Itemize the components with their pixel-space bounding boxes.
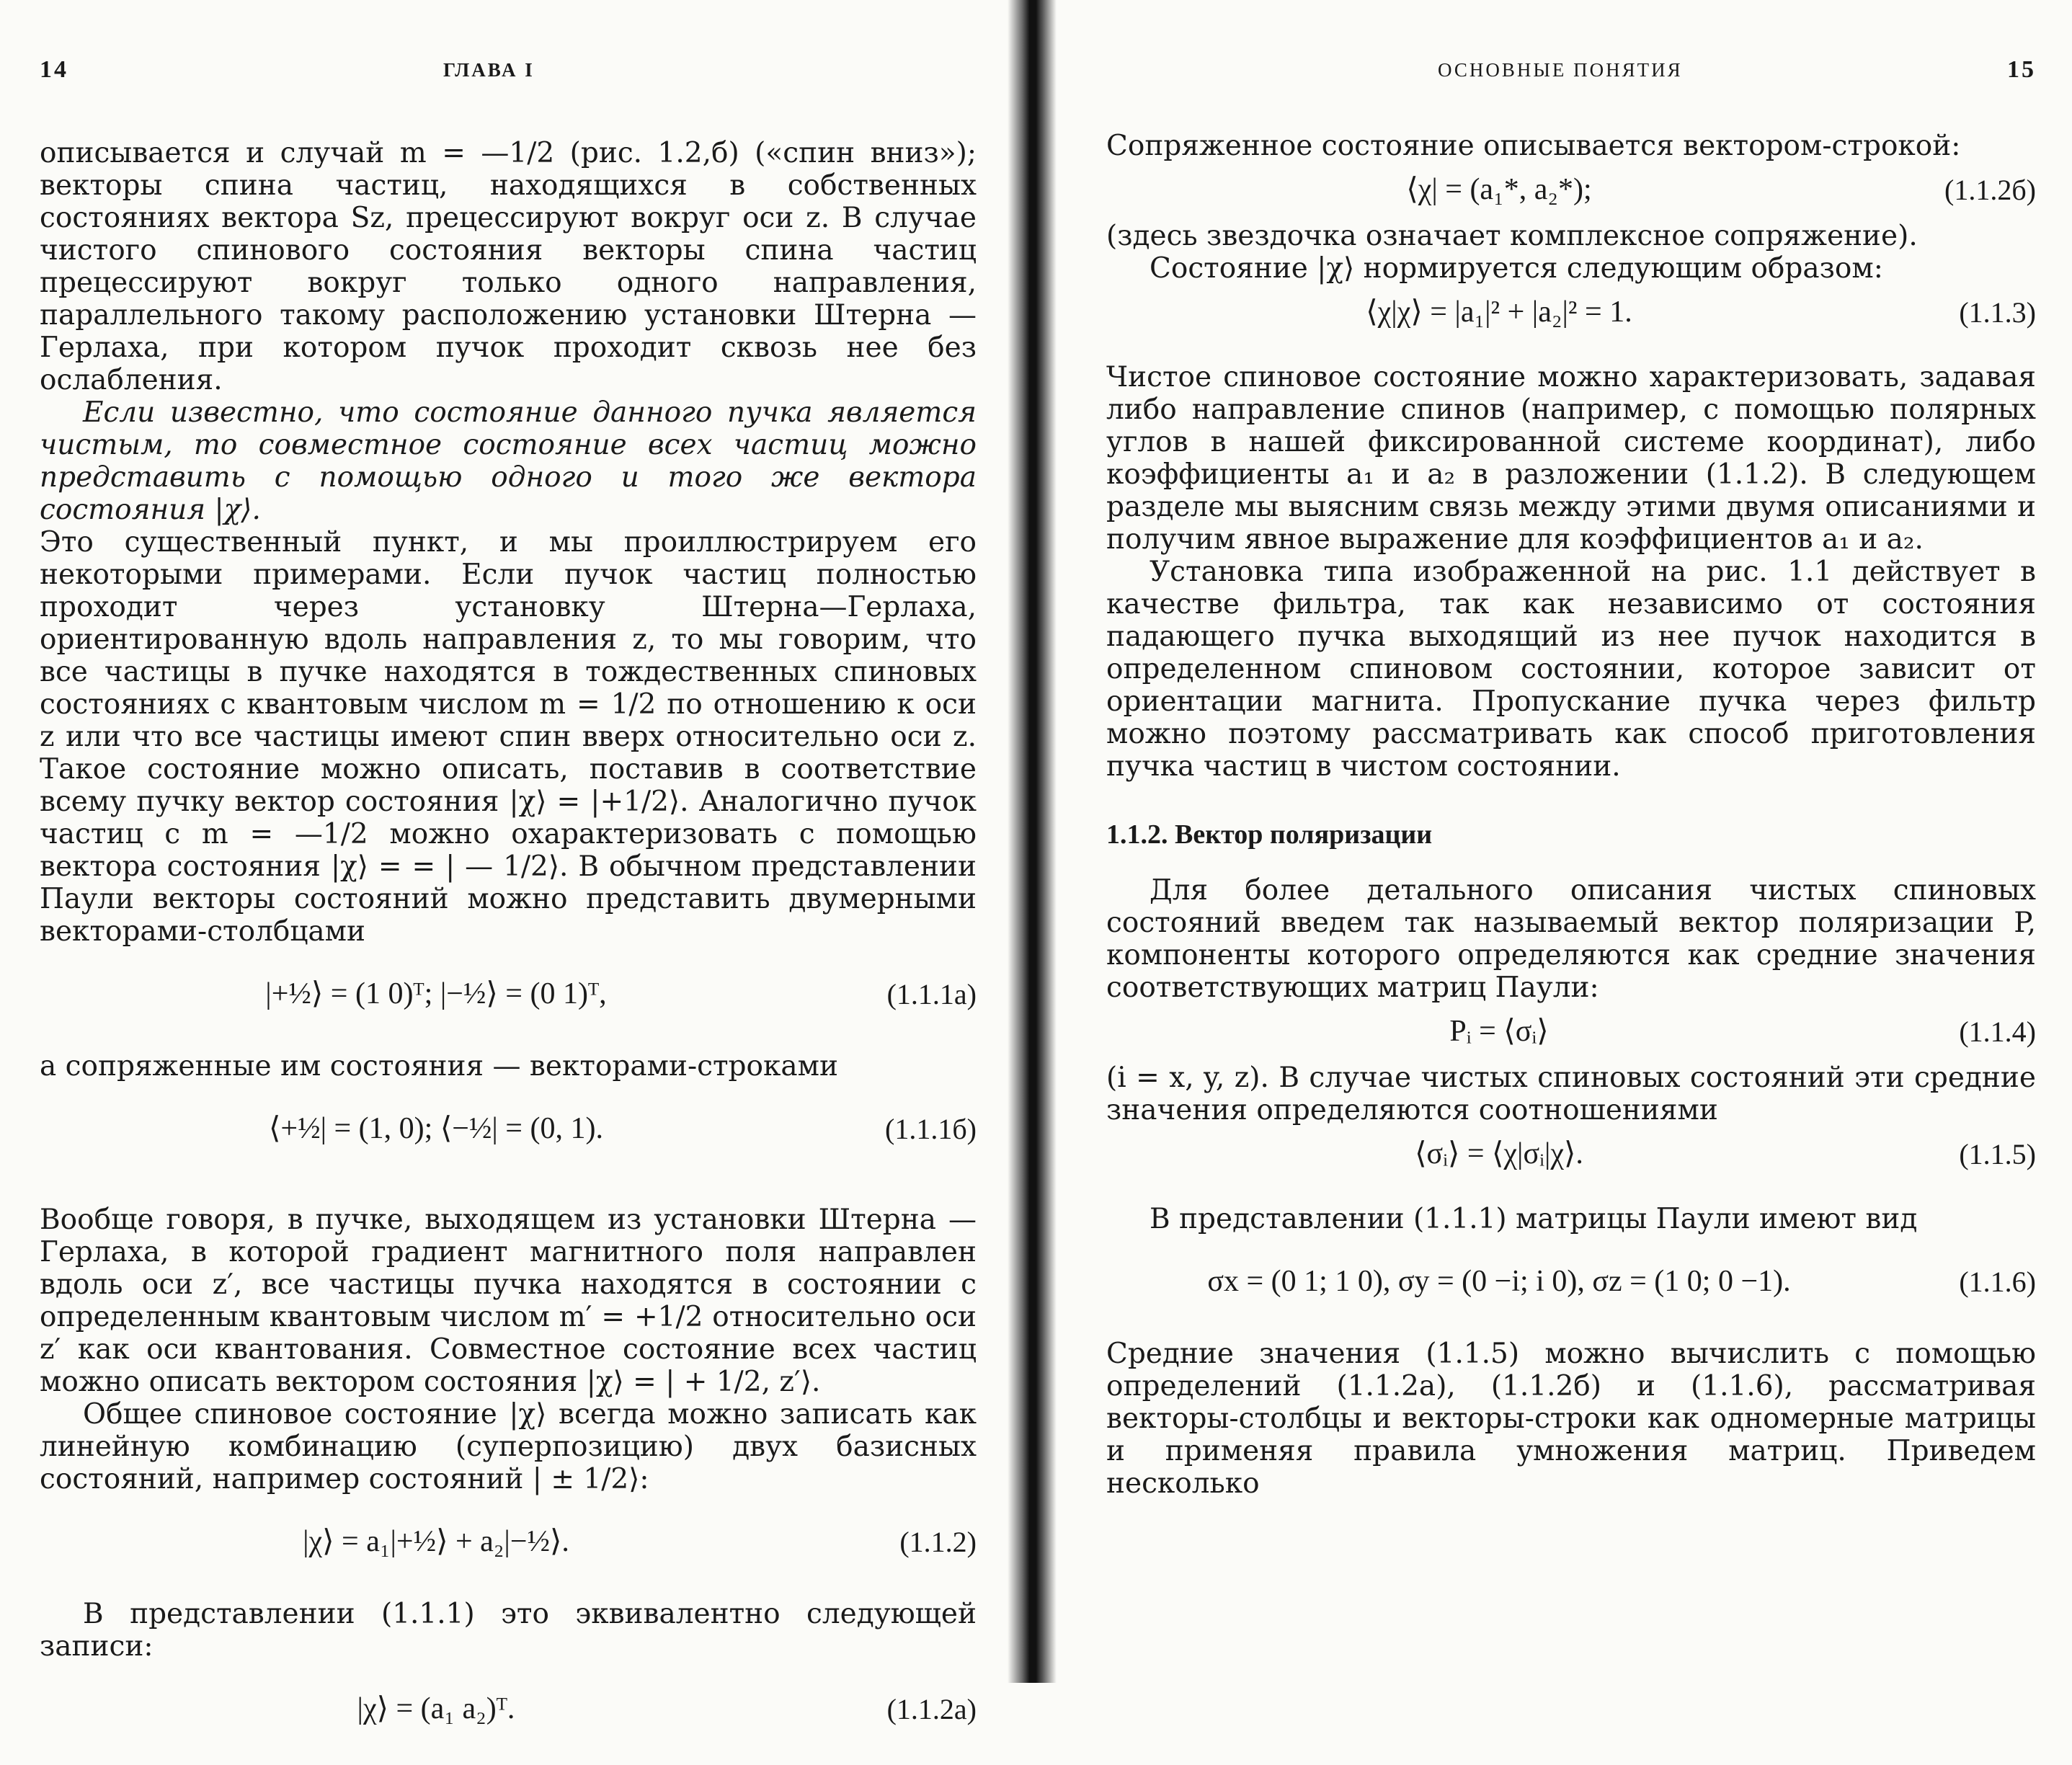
- paragraph: Вообще говоря, в пучке, выходящем из установки Штерна — Герлаха, в которой градиент магнитного поля направлен вдоль оси z′, все частицы пучка находятся в состоянии с определенным квантовым числом m′ = +1/2 относительно оси z′ как оси квантования. Совместное состояние всех частиц можно описать вектором состояния |χ⟩ = | + 1/2, z′⟩.: [40, 1204, 977, 1398]
- page-number: 15: [2007, 56, 2036, 83]
- equation: [1106, 293, 2036, 334]
- equation-formula: ⟨χ|χ⟩ = |a₁|² + |a₂|² = 1.: [1366, 295, 1632, 329]
- right-page: [1106, 0, 2036, 1683]
- page-number: 14: [40, 56, 68, 83]
- paragraph: В представлении (1.1.1) матрицы Паули имеют вид: [1150, 1203, 1918, 1235]
- paragraph: Для более детального описания чистых спиновых состояний введем так называемый вектор поляризации P, компоненты которого определяются как средние значения соответствующих матриц Паули:: [1106, 874, 2036, 1004]
- equation: [40, 1674, 977, 1753]
- equation-formula: ⟨χ| = (a₁*, a₂*);: [1406, 173, 1592, 206]
- equation-number: (1.1.1б): [885, 1113, 977, 1145]
- equation-formula: σx = (0 1; 1 0), σy = (0 −i; i 0), σz = (1 0; 0 −1).: [1207, 1265, 1791, 1298]
- equation: [1106, 1247, 2036, 1326]
- equation-formula: ⟨+½| = (1, 0); ⟨−½| = (0, 1).: [269, 1112, 603, 1145]
- equation-formula: |χ⟩ = a₁|+½⟩ + a₂|−½⟩.: [303, 1525, 569, 1558]
- right-page-header: [1106, 56, 2036, 92]
- section-title: 1.1.2. Вектор поляризации: [1106, 819, 1433, 850]
- book-gutter: [1008, 0, 1057, 1683]
- left-page-body: [40, 137, 977, 1765]
- paragraph: описывается и случай m = —1/2 (рис. 1.2,б) («спин вниз»); векторы спина частиц, находящихся в собственных состояниях вектора Sz, прецессируют вокруг оси z. В случае чистого спинового состояния векторы спина частиц прецессируют вокруг только одного направления, параллельного такому расположению установки Штерна — Герлаха, при котором пучок проходит сквозь нее без ослабления.: [40, 137, 977, 396]
- paragraph: В представлении (1.1.1) это эквивалентно следующей записи:: [40, 1598, 977, 1663]
- equation-number: (1.1.5): [1959, 1138, 2036, 1170]
- equation: [40, 1094, 977, 1173]
- left-page-header: [40, 56, 977, 92]
- equation-formula: |χ⟩ = (a₁ a₂)ᵀ.: [357, 1692, 515, 1725]
- paragraph: а сопряженные им состояния — векторами-строками: [40, 1050, 838, 1082]
- equation-number: (1.1.6): [1959, 1266, 2036, 1298]
- paragraph: Средние значения (1.1.5) можно вычислить с помощью определений (1.1.2a), (1.1.2б) и (1.1.6), рассматривая векторы-столбцы и векторы-строки как одномерные матрицы и применяя правила умножения матриц. Приведем несколько: [1106, 1338, 2036, 1500]
- paragraph: Это существенный пункт, и мы проиллюстрируем его некоторыми примерами. Если пучок частиц полностью проходит через установку Штерна—Герлаха, ориентированную вдоль направления z, то мы говорим, что все частицы в пучке находятся в тождественных спиновых состояниях с квантовым числом m = 1/2 по отношению к оси z или что все частицы имеют спин вверх относительно оси z. Такое состояние можно описать, поставив в соответствие всему пучку вектор состояния |χ⟩ = |+1/2⟩. Аналогично пучок частиц с m = —1/2 можно охарактеризовать с помощью вектора состояния |χ⟩ = = | — 1/2⟩. В обычном представлении Паули векторы состояний можно представить двумерными векторами-столбцами: [40, 526, 977, 948]
- equation-number: (1.1.2a): [886, 1693, 977, 1725]
- equation-formula: ⟨σᵢ⟩ = ⟨χ|σᵢ|χ⟩.: [1415, 1137, 1583, 1170]
- left-page: [40, 0, 977, 1725]
- equation: [1106, 1135, 2036, 1175]
- paragraph-italic: Если известно, что состояние данного пучка является чистым, то совместное состояние всех частиц можно представить с помощью одного и того же вектора состояния |χ⟩.: [40, 396, 977, 526]
- paragraph: (i = x, y, z). В случае чистых спиновых состояний эти средние значения определяются соотношениями: [1106, 1062, 2036, 1126]
- running-head: ОСНОВНЫЕ ПОНЯТИЯ: [1438, 59, 1683, 81]
- running-head: ГЛАВА I: [443, 59, 535, 81]
- equation-number: (1.1.4): [1959, 1015, 2036, 1048]
- paragraph: Сопряженное состояние описывается вектором-строкой:: [1106, 130, 1961, 162]
- equation-formula: |+½⟩ = (1 0)ᵀ; |−½⟩ = (0 1)ᵀ,: [265, 977, 607, 1010]
- equation: [1106, 171, 2036, 211]
- equation: [40, 1507, 977, 1586]
- right-page-body: [1106, 130, 2036, 1500]
- paragraph: Чистое спиновое состояние можно характеризовать, задавая либо направление спинов (например, с помощью полярных углов в нашей фиксированной системе координат), либо коэффициенты a₁ и a₂ в разложении (1.1.2). В следующем разделе мы выясним связь между этими двумя описаниями и получим явное выражение для коэффициентов a₁ и a₂.: [1106, 361, 2036, 556]
- paragraph: (здесь звездочка означает комплексное сопряжение).: [1106, 220, 1918, 252]
- equation-number: (1.1.2): [899, 1526, 977, 1558]
- equation: [40, 959, 977, 1039]
- paragraph: Состояние |χ⟩ нормируется следующим образом:: [1150, 252, 1883, 285]
- equation-number: (1.1.2б): [1944, 174, 2036, 206]
- paragraph: Общее спиновое состояние |χ⟩ всегда можно записать как линейную комбинацию (суперпозицию) двух базисных состояний, например состояний | ± 1/2⟩:: [40, 1398, 977, 1495]
- equation-formula: Pᵢ = ⟨σᵢ⟩: [1449, 1015, 1549, 1048]
- equation: [1106, 1013, 2036, 1053]
- equation-number: (1.1.1a): [886, 978, 977, 1010]
- equation-number: (1.1.3): [1959, 296, 2036, 329]
- paragraph: Установка типа изображенной на рис. 1.1 действует в качестве фильтра, так как независимо от состояния падающего пучка выходящий из нее пучок находится в определенном спиновом состоянии, которое зависит от ориентации магнита. Пропускание пучка через фильтр можно поэтому рассматривать как способ приготовления пучка частиц в чистом состоянии.: [1106, 556, 2036, 783]
